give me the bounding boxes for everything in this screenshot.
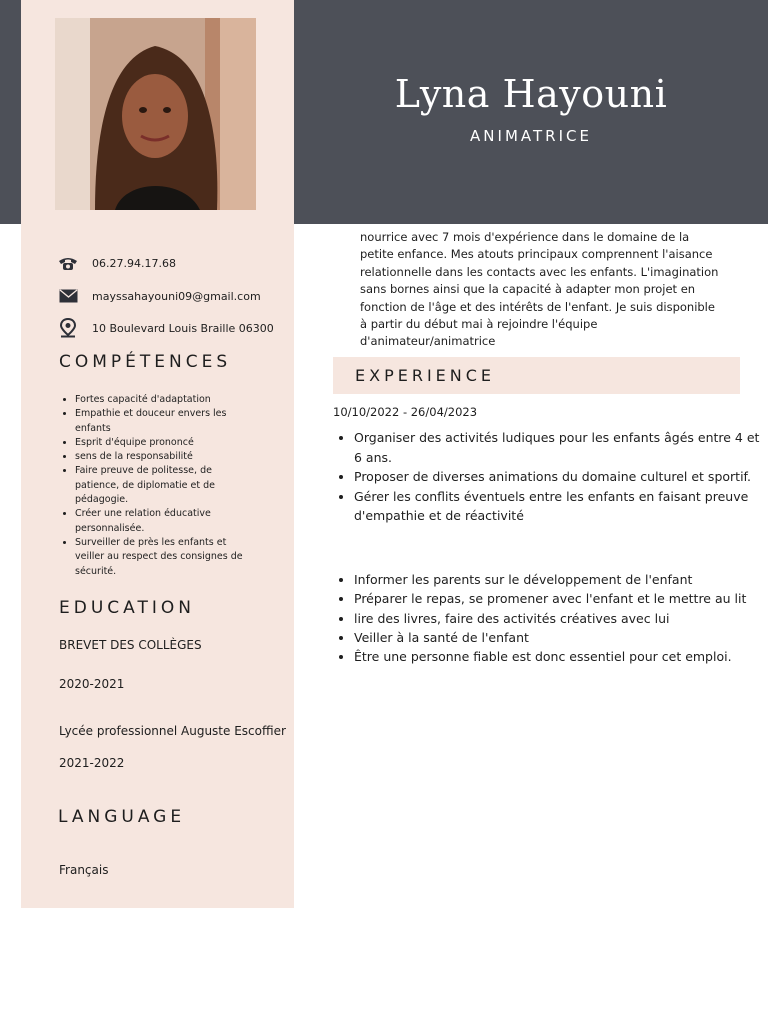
address-text: 10 Boulevard Louis Braille 06300 [92,321,274,335]
phone-icon [58,253,78,273]
language-title: LANGUAGE [58,807,186,827]
experience-duties [333,570,764,666]
contact-email [58,286,261,306]
list-item: • Être une personne fiable est donc essentiel pour cet emploi. [354,647,764,666]
map-pin-icon [58,318,78,338]
list-item: • Fortes capacité d'adaptation [75,393,245,407]
experience-title: EXPERIENCE [355,366,496,385]
list-item: • Gérer les conflits éventuels entre les enfants en faisant preuve d'empathie et de réactivité [354,487,764,526]
list-item: • Faire preuve de politesse, de patience, de diplomatie et de pédagogie. [75,464,245,507]
list-item: • sens de la responsabilité [75,450,245,464]
candidate-name: Lyna Hayouni [394,72,668,116]
education-degree: BREVET DES COLLÈGES [59,638,202,652]
skills-list [59,393,245,579]
list-item: • Empathie et douceur envers les enfants [75,407,245,436]
list-item: • Préparer le repas, se promener avec l'enfant et le mettre au lit [354,589,764,608]
experience-header [333,357,740,394]
education-school: Lycée professionnel Auguste Escoffier [59,724,286,738]
email-text: mayssahayouni09@gmail.com [92,289,261,303]
contact-address [58,318,274,338]
list-item: • lire des livres, faire des activités créatives avec lui [354,609,764,628]
education-years: 2020-2021 [59,677,125,691]
profile-photo [55,18,256,210]
list-item: • Proposer de diverses animations du domaine culturel et sportif. [354,467,764,487]
list-item: • Organiser des activités ludiques pour les enfants âgés entre 4 et 6 ans. [354,428,764,467]
experience-dates: 10/10/2022 - 26/04/2023 [333,405,478,419]
list-item: • Veiller à la santé de l'enfant [354,628,764,647]
language-item: Français [59,863,109,877]
skills-title: COMPÉTENCES [59,352,232,372]
list-item: • Informer les parents sur le développement de l'enfant [354,570,764,589]
education-years: 2021-2022 [59,756,125,770]
list-item: • Esprit d'équipe prononcé [75,436,245,450]
experience-tasks [333,428,764,526]
profile-summary: nourrice avec 7 mois d'expérience dans le domaine de la petite enfance. Mes atouts principaux comprennent l'aisance relationnelle dans les contacts avec les enfants. L'imagination sans bornes ainsi que la capacité à adapter mon projet en fonction de l'âge et des intérêts de l'enfant. Je suis disponible à partir du début mai à rejoindre l'équipe d'animateur/animatrice [360,230,719,349]
candidate-role: ANIMATRICE [470,127,592,145]
list-item: • Surveiller de près les enfants et veiller au respect des consignes de sécurité. [75,536,245,579]
phone-text: 06.27.94.17.68 [92,256,176,270]
list-item: • Créer une relation éducative personnalisée. [75,507,245,536]
education-title: EDUCATION [59,598,195,618]
envelope-icon [58,286,78,306]
contact-phone [58,253,176,273]
